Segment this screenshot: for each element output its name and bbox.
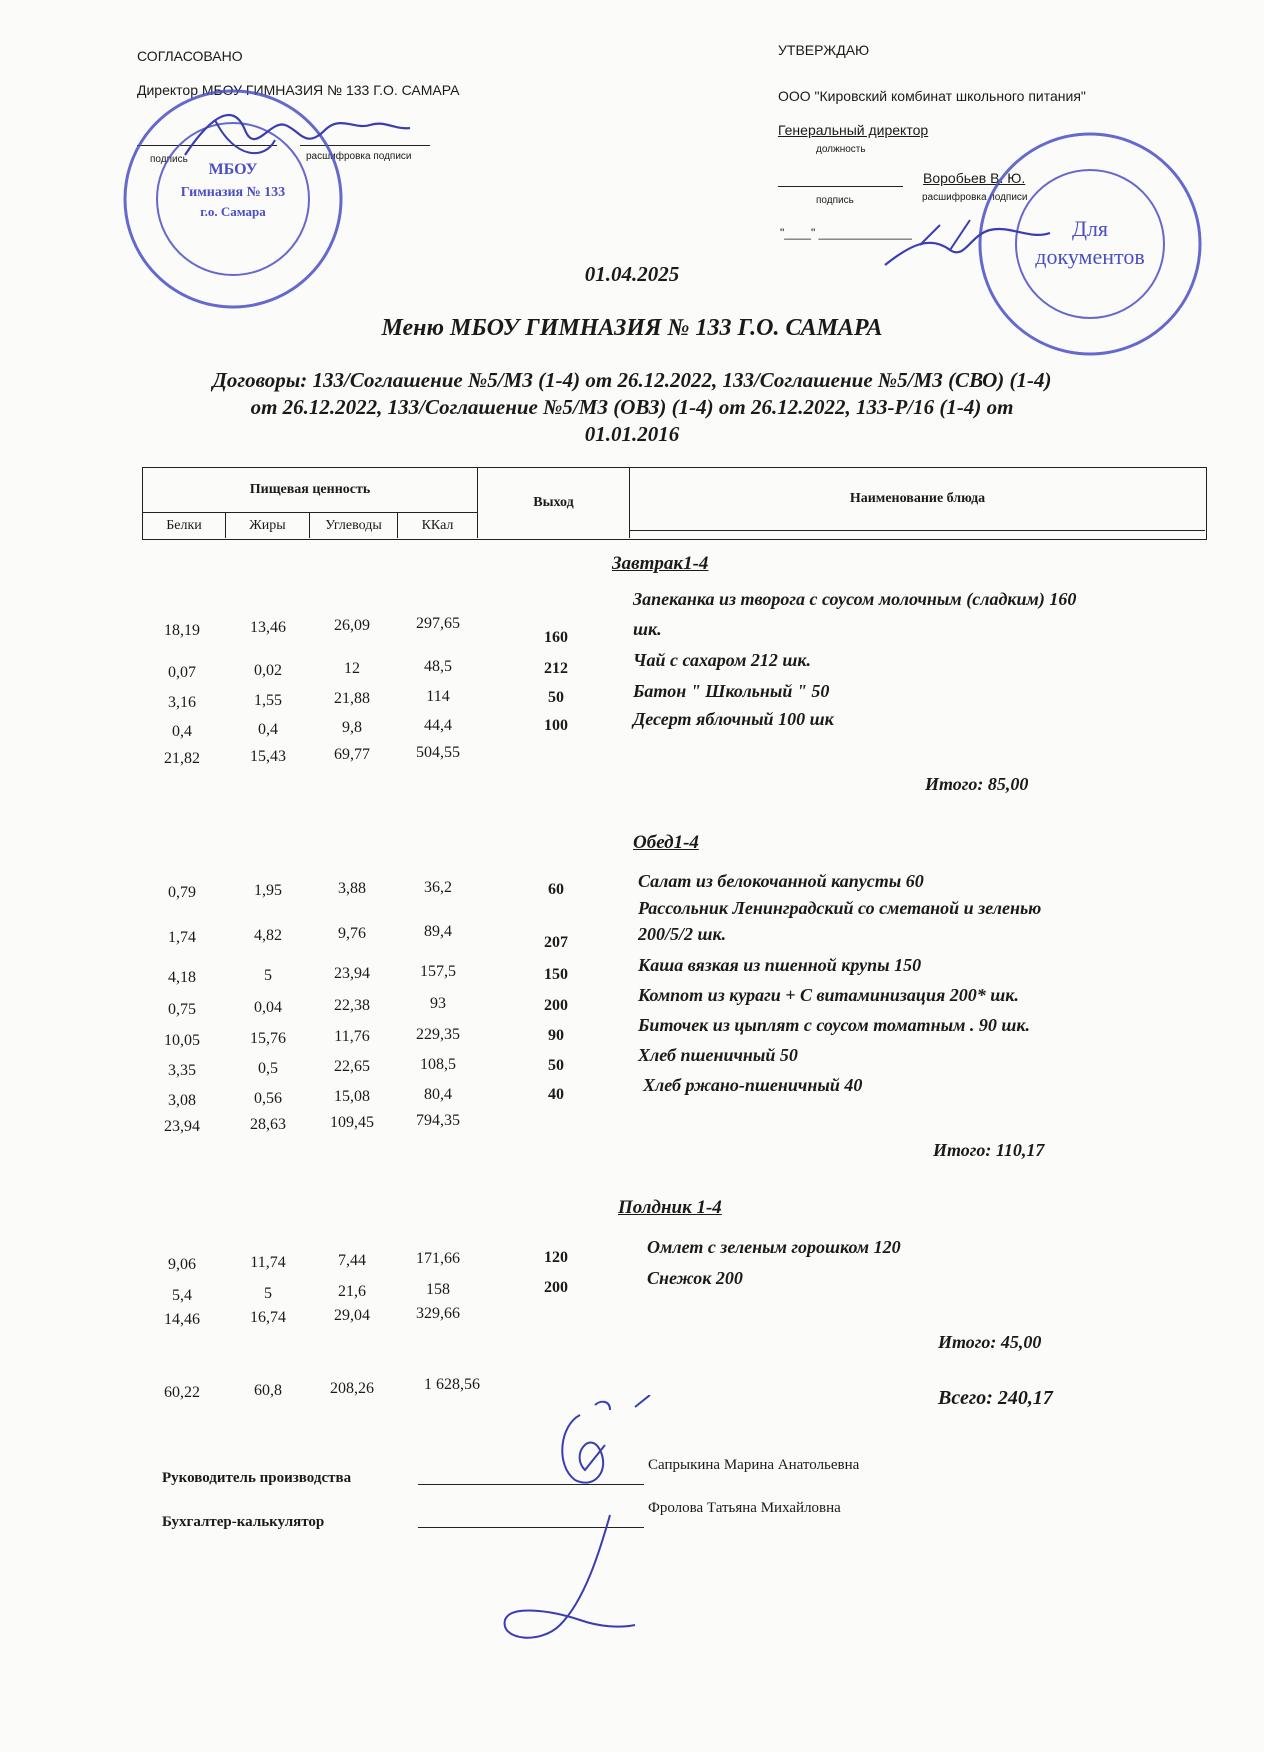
sum-f: 16,74 [250,1309,286,1326]
sum-k: 504,55 [416,744,460,761]
cell-f: 1,55 [254,692,282,709]
cell-k: 171,66 [416,1250,460,1267]
cell-out: 120 [544,1249,568,1266]
dish-name: Каша вязкая из пшенной крупы 150 [638,955,922,975]
cell-f: 5 [264,967,272,984]
cell-b: 4,18 [168,969,196,986]
cell-k: 157,5 [420,963,456,980]
dish-name: Запеканка из творога с соусом молочным (сладким) 160 [633,589,1077,609]
cell-out: 200 [544,1279,568,1296]
cell-b: 0,4 [172,723,192,740]
cell-f: 15,76 [250,1030,286,1047]
cell-f: 1,95 [254,882,282,899]
cell-k: 48,5 [424,658,452,675]
dish-name: Хлеб пшеничный 50 [638,1045,798,1065]
grand-b: 60,22 [164,1384,200,1401]
cell-c: 22,38 [334,997,370,1014]
dish-name: Омлет с зеленым горошком 120 [647,1237,901,1257]
sum-f: 28,63 [250,1116,286,1133]
cell-b: 5,4 [172,1287,192,1304]
dish-name: Рассольник Ленинградский со сметаной и зеленью [638,898,1042,918]
dish-name: Биточек из цыплят с соусом томатным . 90 шк. [638,1015,1031,1035]
section-lunch: Обед1-4 [633,832,699,853]
sign-caption-right: подпись [816,195,854,206]
cell-f: 11,74 [250,1254,286,1271]
stamp-text-3: г.о. Самара [200,204,266,219]
stamp-text-2: Гимназия № 133 [180,185,286,200]
menu-table-header [142,467,1207,540]
cell-f: 0,56 [254,1090,282,1107]
org-name: ООО "Кировский комбинат школьного питания" [778,88,1086,104]
nutrition-header: Пищевая ценность [143,468,478,513]
role-production-head: Руководитель производства [162,1470,352,1486]
contracts-line-2: от 26.12.2022, 133/Соглашение №5/МЗ (ОВЗ) (1-4) от 26.12.2022, 133-Р/16 (1-4) от [250,395,1014,419]
grand-f: 60,8 [254,1382,282,1399]
production-head-signature [550,1395,660,1495]
cell-k: 44,4 [424,717,452,734]
section-breakfast: Завтрак1-4 [612,553,709,574]
cell-c: 11,76 [334,1028,370,1045]
cell-c: 9,76 [338,925,366,942]
role-accountant: Бухгалтер-калькулятор [162,1514,325,1530]
output-header: Выход [478,468,630,538]
cell-c: 22,65 [334,1058,370,1075]
director-line: Директор МБОУ ГИМНАЗИЯ № 133 Г.О. САМАРА [137,82,460,98]
fats-header: Жиры [226,513,310,538]
grand-total: Всего: 240,17 [938,1387,1053,1409]
section-total: Итого: 45,00 [938,1332,1042,1352]
contracts-line-3: 01.01.2016 [584,422,680,446]
sign-line-right [778,186,903,187]
cell-b: 3,16 [168,694,196,711]
cell-c: 7,44 [338,1252,366,1269]
section-total: Итого: 85,00 [925,774,1029,794]
dish-name-cont: шк. [633,619,662,639]
cell-out: 212 [544,660,568,677]
cell-c: 15,08 [334,1088,370,1105]
dish-name: Десерт яблочный 100 шк [633,709,834,729]
sum-k: 329,66 [416,1305,460,1322]
grand-k: 1 628,56 [424,1376,480,1393]
cell-c: 21,6 [338,1283,366,1300]
director-name: Воробьев В. Ю. [923,170,1026,186]
dish-name: Снежок 200 [647,1268,743,1288]
dish-name-cont: 200/5/2 шк. [638,924,727,944]
menu-date: 01.04.2025 [584,262,680,286]
cell-out: 50 [548,689,564,706]
grand-c: 208,26 [330,1380,374,1397]
menu-title: Меню МБОУ ГИМНАЗИЯ № 133 Г.О. САМАРА [381,315,883,341]
cell-f: 0,02 [254,662,282,679]
section-snack: Полдник 1-4 [618,1197,722,1218]
contracts-line-1: Договоры: 133/Соглашение №5/МЗ (1-4) от 26.12.2022, 133/Соглашение №5/МЗ (СВО) (1-4) [212,368,1052,392]
cell-b: 3,08 [168,1092,196,1109]
cell-out: 207 [544,934,568,951]
cell-f: 5 [264,1285,272,1302]
cell-k: 229,35 [416,1026,460,1043]
cell-k: 36,2 [424,879,452,896]
cell-k: 93 [430,995,446,1012]
sum-b: 23,94 [164,1118,200,1135]
kcal-header: ККал [398,513,478,538]
dish-name: Хлеб ржано-пшеничный 40 [643,1075,863,1095]
cell-f: 0,4 [258,721,278,738]
sum-b: 21,82 [164,750,200,767]
cell-out: 60 [548,881,564,898]
cell-b: 9,06 [168,1256,196,1273]
cell-out: 150 [544,966,568,983]
director-signature [175,100,415,170]
cell-k: 108,5 [420,1056,456,1073]
cell-b: 10,05 [164,1032,200,1049]
position-caption: должность [816,144,866,155]
sum-f: 15,43 [250,748,286,765]
decode-caption-left: расшифровка подписи [306,151,412,162]
cell-c: 12 [344,660,360,677]
cell-out: 200 [544,997,568,1014]
cell-out: 90 [548,1027,564,1044]
cell-c: 21,88 [334,690,370,707]
cell-b: 1,74 [168,929,196,946]
cell-f: 0,5 [258,1060,278,1077]
cell-out: 100 [544,717,568,734]
sum-c: 29,04 [334,1307,370,1324]
cell-f: 0,04 [254,999,282,1016]
confirm-label: УТВЕРЖДАЮ [778,42,870,58]
dish-header: Наименование блюда [630,468,1205,531]
cell-c: 26,09 [334,617,370,634]
cell-c: 23,94 [334,965,370,982]
approved-label: СОГЛАСОВАНО [137,48,243,64]
proteins-header: Белки [143,513,226,538]
cell-f: 13,46 [250,619,286,636]
cell-k: 114 [426,688,450,705]
decode-caption-right: расшифровка подписи [922,192,1028,203]
dish-name: Компот из кураги + С витаминизация 200* шк. [638,985,1019,1005]
cell-b: 0,07 [168,664,196,681]
cell-b: 3,35 [168,1062,196,1079]
carbs-header: Углеводы [310,513,398,538]
production-head-name: Сапрыкина Марина Анатольевна [648,1457,860,1473]
cell-f: 4,82 [254,927,282,944]
cell-b: 18,19 [164,622,200,639]
accountant-signature [490,1510,640,1660]
cell-c: 3,88 [338,880,366,897]
position-title: Генеральный директор [778,122,929,138]
cell-k: 89,4 [424,923,452,940]
cell-c: 9,8 [342,719,362,736]
cell-k: 297,65 [416,615,460,632]
cell-out: 160 [544,629,568,646]
dish-name: Батон " Школьный " 50 [633,681,830,701]
section-total: Итого: 110,17 [933,1140,1045,1160]
dish-name: Салат из белокочанной капусты 60 [638,871,924,891]
sum-b: 14,46 [164,1311,200,1328]
stamp2-text-1: Для [1071,216,1109,241]
cell-out: 40 [548,1086,564,1103]
sign-caption-left: подпись [150,154,188,165]
stamp2-text-2: документов [1035,244,1145,269]
stamp-text-1: МБОУ [208,161,258,178]
sum-k: 794,35 [416,1112,460,1129]
sum-c: 109,45 [330,1114,374,1131]
cell-out: 50 [548,1057,564,1074]
dish-name: Чай с сахаром 212 шк. [633,650,812,670]
sum-c: 69,77 [334,746,370,763]
cell-k: 80,4 [424,1086,452,1103]
cell-k: 158 [426,1281,450,1298]
accountant-name: Фролова Татьяна Михайловна [648,1500,841,1516]
date-line: "____" ______________ [780,226,912,240]
cell-b: 0,75 [168,1001,196,1018]
cell-b: 0,79 [168,884,196,901]
